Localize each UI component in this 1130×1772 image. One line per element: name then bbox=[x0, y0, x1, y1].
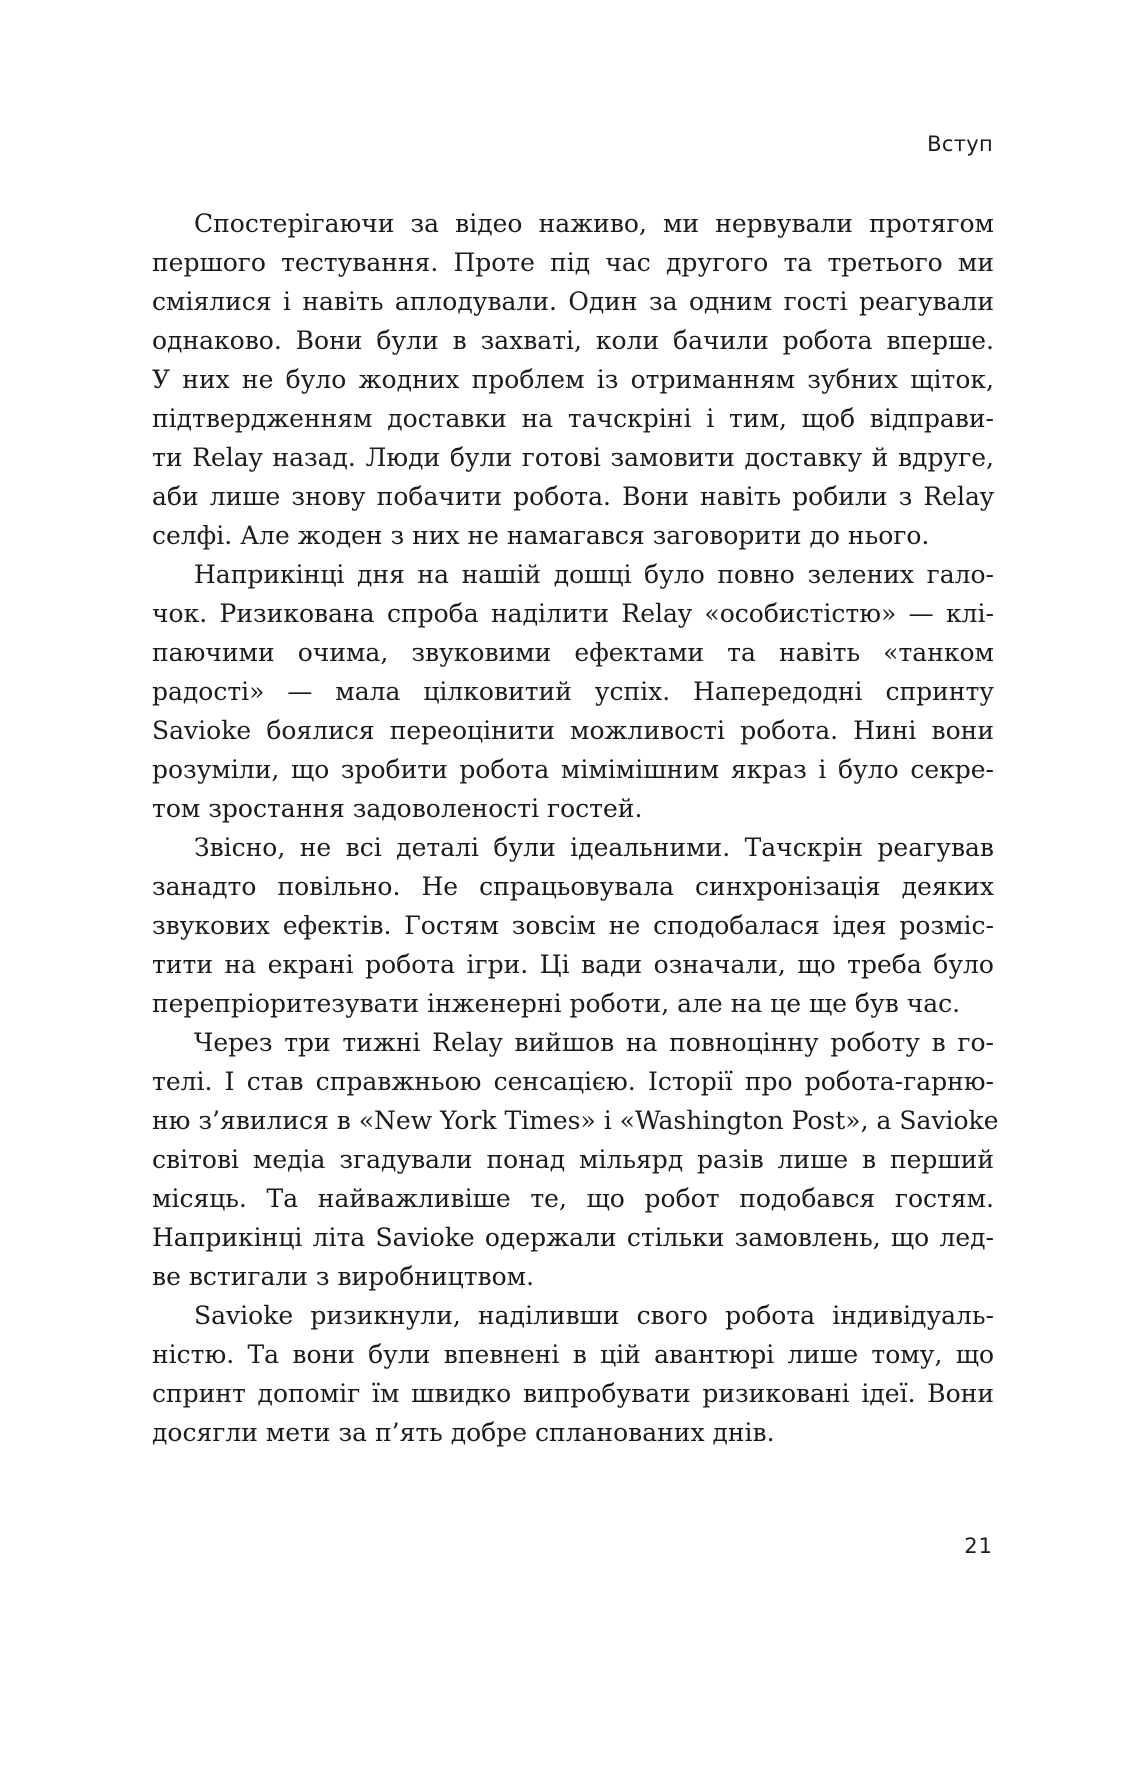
text-line: Наприкінці літа Savioke одержали стільки замовлень, що лед- bbox=[152, 1223, 994, 1252]
text-line: Savioke ризикнули, наділивши свого робота індивідуаль- bbox=[194, 1301, 994, 1330]
text-line: сміялися і навіть аплодували. Один за одним гості реагували bbox=[152, 287, 994, 316]
text-line: звукових ефектів. Гостям зовсім не сподобалася ідея розміс- bbox=[152, 911, 994, 940]
text-line: Savioke боялися переоцінити можливості робота. Нині вони bbox=[152, 716, 994, 745]
text-line: першого тестування. Проте під час другого та третього ми bbox=[152, 248, 994, 277]
text-line: чок. Ризикована спроба наділити Relay «особистістю» — клі- bbox=[152, 599, 994, 628]
text-line: розуміли, що зробити робота мімімішним якраз і було секре- bbox=[152, 755, 994, 784]
text-line: ню з’явилися в «New York Times» і «Washington Post», а Savioke bbox=[152, 1106, 999, 1135]
text-line: ве встигали з виробництвом. bbox=[152, 1262, 535, 1291]
text-line: Звісно, не всі деталі були ідеальними. Тачскрін реагував bbox=[194, 833, 994, 862]
text-line: досягли мети за п’ять добре спланованих днів. bbox=[152, 1418, 775, 1447]
text-line: паючими очима, звуковими ефектами та навіть «танком bbox=[152, 638, 994, 667]
text-line: селфі. Але жоден з них не намагався заговорити до нього. bbox=[152, 521, 930, 550]
text-line: Наприкінці дня на нашій дошці було повно зелених гало- bbox=[194, 560, 994, 589]
text-line: том зростання задоволеності гостей. bbox=[152, 794, 643, 823]
text-line: Через три тижні Relay вийшов на повноцінну роботу в го- bbox=[194, 1028, 994, 1057]
text-line: підтвердженням доставки на тачскріні і тим, щоб відправи- bbox=[152, 404, 994, 433]
text-line: аби лише знову побачити робота. Вони навіть робили з Relay bbox=[152, 482, 994, 511]
text-line: радості» — мала цілковитий успіх. Напередодні спринту bbox=[152, 677, 994, 706]
text-line: світові медіа згадували понад мільярд разів лише в перший bbox=[152, 1145, 994, 1174]
text-line: перепріоритезувати інженерні роботи, але на це ще був час. bbox=[152, 989, 961, 1018]
text-line: тити на екрані робота ігри. Ці вади означали, що треба було bbox=[152, 950, 994, 979]
text-line: занадто повільно. Не спрацьовувала синхронізація деяких bbox=[152, 872, 994, 901]
body-text bbox=[152, 0, 999, 1772]
text-line: однаково. Вони були в захваті, коли бачили робота вперше. bbox=[152, 326, 994, 355]
text-line: телі. І став справжньою сенсацією. Історії про робота-гарню- bbox=[152, 1067, 994, 1096]
text-line: У них не було жодних проблем із отриманням зубних щіток, bbox=[152, 365, 994, 394]
text-line: Спостерігаючи за відео наживо, ми нервували протягом bbox=[194, 209, 994, 238]
running-header: Вступ bbox=[927, 132, 993, 156]
text-line: ністю. Та вони були впевнені в цій авантюрі лише тому, що bbox=[152, 1340, 994, 1369]
text-line: місяць. Та найважливіше те, що робот подобався гостям. bbox=[152, 1184, 994, 1213]
text-line: спринт допоміг їм швидко випробувати ризиковані ідеї. Вони bbox=[152, 1379, 994, 1408]
text-line: ти Relay назад. Люди були готові замовити доставку й вдруге, bbox=[152, 443, 994, 472]
page-number: 21 bbox=[964, 1534, 993, 1558]
